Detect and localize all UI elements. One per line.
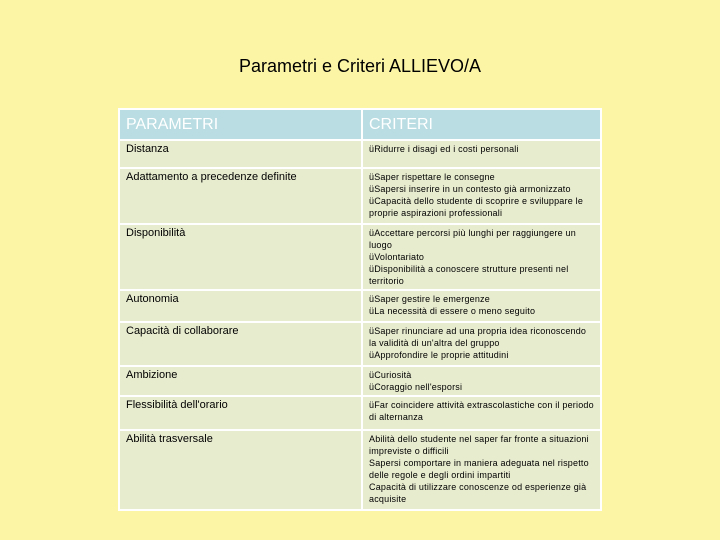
criteria-cell bbox=[362, 140, 601, 168]
table-row bbox=[119, 366, 601, 396]
table-row bbox=[119, 430, 601, 510]
criteria-cell bbox=[362, 290, 601, 322]
criteria-item: üSapersi inserire in un contesto già armonizzato bbox=[369, 184, 571, 194]
param-cell: Abilità trasversale bbox=[119, 430, 362, 510]
table-header-row bbox=[119, 109, 601, 140]
table-row bbox=[119, 322, 601, 366]
table-row bbox=[119, 290, 601, 322]
criteria-item: Capacità di utilizzare conoscenze od esperienze già acquisite bbox=[369, 482, 587, 504]
criteria-item: üSaper rinunciare ad una propria idea riconoscendo la validità di un'altra del gruppo bbox=[369, 326, 587, 348]
table-row bbox=[119, 168, 601, 224]
criteria-item: üDisponibilità a conoscere strutture presenti nel territorio bbox=[369, 264, 569, 286]
criteria-cell bbox=[362, 366, 601, 396]
table-row bbox=[119, 396, 601, 430]
slide-title: Parametri e Criteri ALLIEVO/A bbox=[238, 56, 482, 76]
header-parametri: PARAMETRI bbox=[119, 109, 362, 140]
criteria-item: üCuriosità bbox=[369, 370, 412, 380]
param-cell: Autonomia bbox=[119, 290, 362, 322]
criteria-item: üVolontariato bbox=[369, 252, 425, 262]
header-criteri: CRITERI bbox=[362, 109, 601, 140]
param-cell: Disponibilità bbox=[119, 224, 362, 290]
criteria-item: üLa necessità di essere o meno seguito bbox=[369, 306, 536, 316]
criteria-item: üApprofondire le proprie attitudini bbox=[369, 350, 509, 360]
param-cell: Distanza bbox=[119, 140, 362, 168]
criteria-item: üSaper gestire le emergenze bbox=[369, 294, 490, 304]
criteria-cell bbox=[362, 224, 601, 290]
criteria-cell bbox=[362, 396, 601, 430]
criteria-item: Sapersi comportare in maniera adeguata nel rispetto delle regole e degli ordini impartiti bbox=[369, 458, 589, 480]
criteria-cell bbox=[362, 168, 601, 224]
table-row bbox=[119, 140, 601, 168]
criteria-item: üFar coincidere attività extrascolastiche con il periodo di alternanza bbox=[369, 400, 594, 422]
param-cell: Ambizione bbox=[119, 366, 362, 396]
criteria-item: üRidurre i disagi ed i costi personali bbox=[369, 144, 519, 154]
criteria-item: üSaper rispettare le consegne bbox=[369, 172, 495, 182]
criteria-cell bbox=[362, 322, 601, 366]
criteria-cell bbox=[362, 430, 601, 510]
criteria-item: üCapacità dello studente di scoprire e sviluppare le proprie aspirazioni professionali bbox=[369, 196, 584, 218]
table-row bbox=[119, 224, 601, 290]
param-cell: Capacità di collaborare bbox=[119, 322, 362, 366]
criteria-item: üAccettare percorsi più lunghi per raggiungere un luogo bbox=[369, 228, 576, 250]
criteria-item: üCoraggio nell'esporsi bbox=[369, 382, 463, 392]
criteria-item: Abilità dello studente nel saper far fronte a situazioni impreviste o difficili bbox=[369, 434, 589, 456]
parameters-table bbox=[118, 108, 602, 511]
param-cell: Adattamento a precedenze definite bbox=[119, 168, 362, 224]
param-cell: Flessibilità dell'orario bbox=[119, 396, 362, 430]
